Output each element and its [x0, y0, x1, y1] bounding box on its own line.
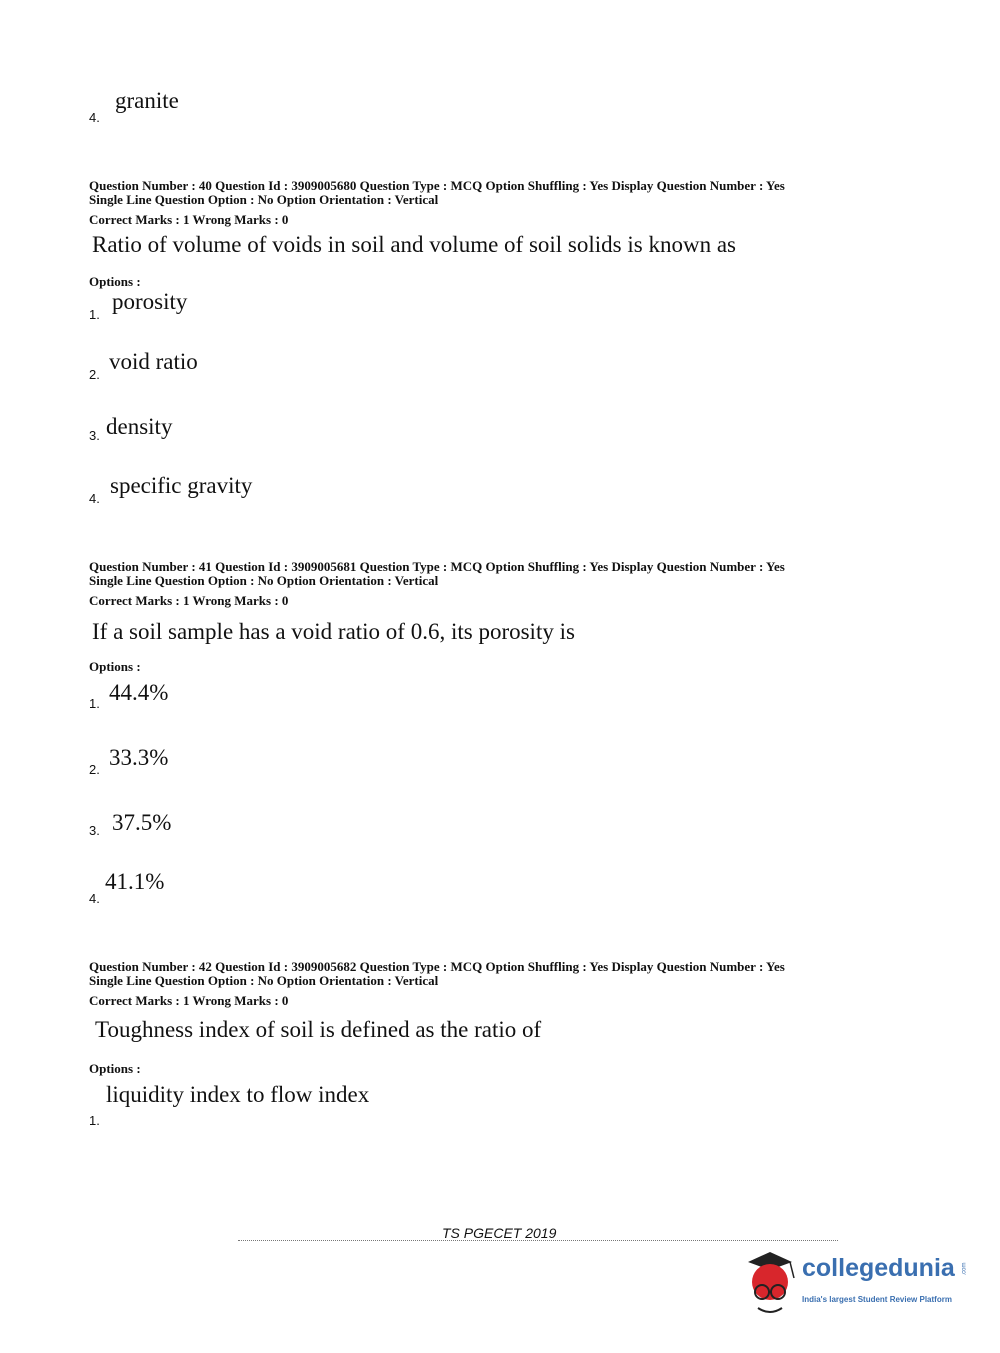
option-text: 41.1%: [105, 869, 165, 894]
question-text: Ratio of volume of voids in soil and volume of soil solids is known as: [92, 232, 736, 257]
option-text: liquidity index to flow index: [106, 1082, 370, 1107]
option-number: 4.: [89, 491, 100, 506]
option-text: void ratio: [109, 349, 198, 374]
options-label: Options :: [89, 274, 141, 289]
option-text: granite: [115, 88, 179, 113]
option-number: 4.: [89, 110, 100, 125]
option-number: 4.: [89, 891, 100, 906]
question-meta: Single Line Question Option : No Option Orientation : Vertical: [89, 573, 439, 588]
question-meta: Single Line Question Option : No Option Orientation : Vertical: [89, 192, 439, 207]
option-number: 1.: [89, 1113, 100, 1128]
options-label: Options :: [89, 1061, 141, 1076]
page-footer: TS PGECET 2019: [442, 1225, 557, 1241]
question-marks: Correct Marks : 1 Wrong Marks : 0: [89, 212, 289, 227]
option-text: 33.3%: [109, 745, 169, 770]
options-label: Options :: [89, 659, 141, 674]
logo-wordmark: collegedunia: [802, 1254, 955, 1282]
option-number: 2.: [89, 762, 100, 777]
footer-divider: [238, 1240, 838, 1243]
option-text: 44.4%: [109, 680, 169, 705]
option-text: density: [106, 414, 173, 439]
question-text: Toughness index of soil is defined as the ratio of: [95, 1017, 542, 1042]
option-text: porosity: [112, 289, 188, 314]
question-meta: Single Line Question Option : No Option Orientation : Vertical: [89, 973, 439, 988]
logo-tagline: India's largest Student Review Platform: [802, 1295, 952, 1304]
option-text: specific gravity: [110, 473, 253, 498]
question-meta: Question Number : 41 Question Id : 3909005681 Question Type : MCQ Option Shuffling : Yes Display Question Number : Yes: [89, 559, 785, 574]
question-marks: Correct Marks : 1 Wrong Marks : 0: [89, 993, 289, 1008]
question-text: If a soil sample has a void ratio of 0.6, its porosity is: [92, 619, 575, 644]
graduate-mascot-icon: [740, 1248, 800, 1318]
option-number: 2.: [89, 367, 100, 382]
option-text: 37.5%: [112, 810, 172, 835]
question-marks: Correct Marks : 1 Wrong Marks : 0: [89, 593, 289, 608]
option-number: 1.: [89, 696, 100, 711]
option-number: 3.: [89, 823, 100, 838]
logo-suffix: .com: [961, 1262, 968, 1276]
option-number: 3.: [89, 428, 100, 443]
question-meta: Question Number : 42 Question Id : 3909005682 Question Type : MCQ Option Shuffling : Yes Display Question Number : Yes: [89, 959, 785, 974]
collegedunia-logo: [740, 1248, 970, 1318]
question-meta: Question Number : 40 Question Id : 3909005680 Question Type : MCQ Option Shuffling : Yes Display Question Number : Yes: [89, 178, 785, 193]
option-number: 1.: [89, 307, 100, 322]
